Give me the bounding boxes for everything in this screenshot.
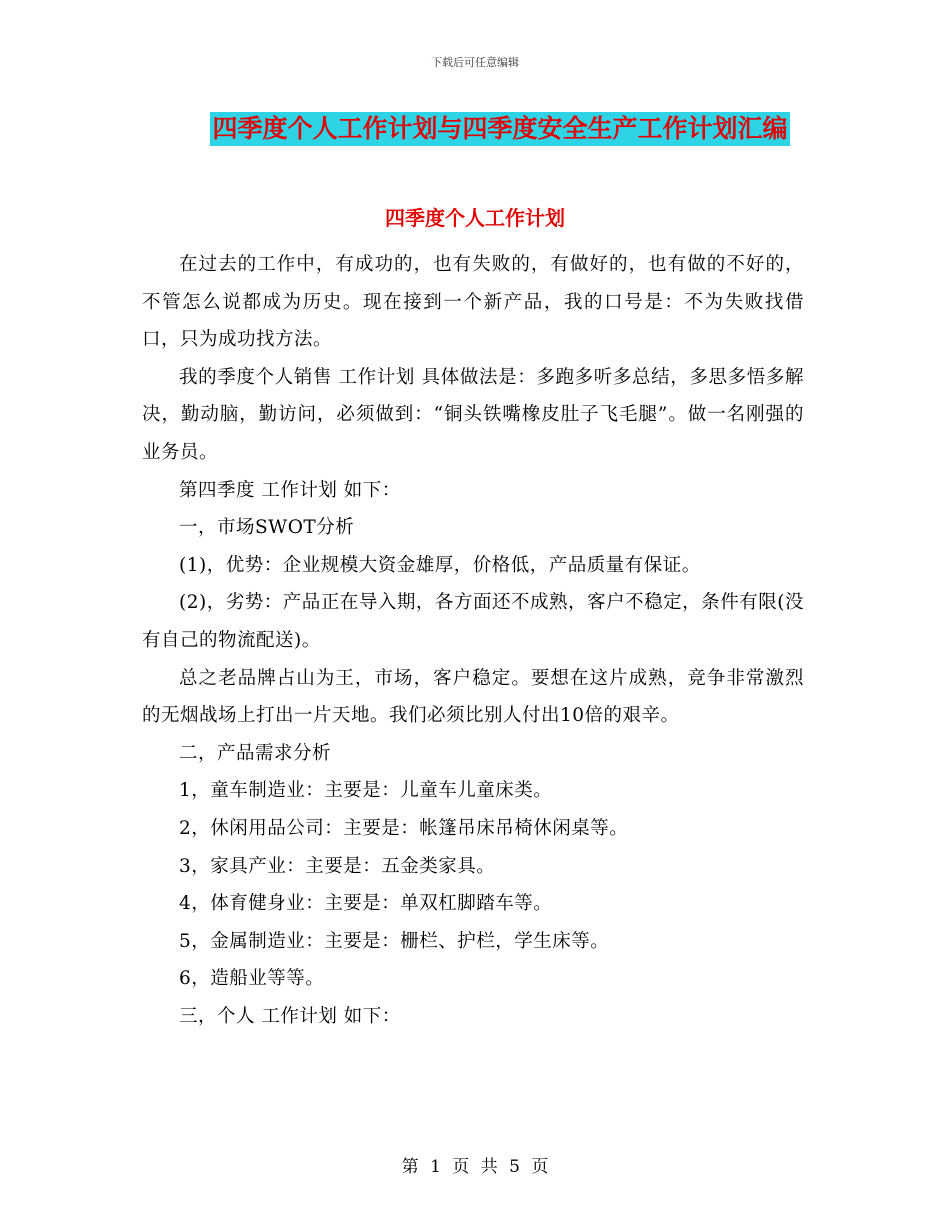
- page-number: 第 1 页 共 5 页: [401, 1157, 549, 1177]
- section-title: 四季度个人工作计划: [385, 206, 565, 230]
- paragraph: 1，童车制造业：主要是：儿童车儿童床类。: [179, 780, 553, 802]
- paragraph: 我的季度个人销售 工作计划 具体做法是：多跑多听多总结，多思多悟多解决，勤动脑，勤访问，必须做到：“铜头铁嘴橡皮肚子飞毛腿”。做一名刚强的业务员。: [142, 366, 804, 463]
- paragraph: 5，金属制造业：主要是：栅栏、护栏，学生床等。: [179, 930, 610, 952]
- paragraph: 总之老品牌占山为王，市场，客户稳定。要想在这片成熟，竞争非常激烈的无烟战场上打出一片天地。我们必须比别人付出10倍的艰辛。: [142, 667, 804, 727]
- paragraph: 3，家具产业：主要是：五金类家具。: [179, 855, 496, 877]
- paragraph: (1)，优势：企业规模大资金雄厚，价格低，产品质量有保证。: [179, 554, 701, 576]
- paragraph: 三，个人 工作计划 如下：: [179, 1005, 401, 1027]
- document-body: [142, 246, 804, 1035]
- paragraph: 一，市场SWOT分析: [179, 517, 355, 539]
- paragraph: 二，产品需求分析: [179, 742, 332, 764]
- paragraph: (2)，劣势：产品正在导入期，各方面还不成熟，客户不稳定，条件有限(没有自己的物流配送)。: [142, 592, 804, 651]
- paragraph: 2，休闲用品公司：主要是：帐篷吊床吊椅休闲桌等。: [179, 817, 629, 839]
- paragraph: 4，体育健身业：主要是：单双杠脚踏车等。: [179, 893, 553, 915]
- document-main-title: 四季度个人工作计划与四季度安全生产工作计划汇编: [210, 112, 789, 146]
- header-note: 下载后可任意编辑: [431, 56, 519, 69]
- paragraph: 在过去的工作中，有成功的，也有失败的，有做好的，也有做的不好的，不管怎么说都成为历史。现在接到一个新产品，我的口号是：不为失败找借口，只为成功找方法。: [142, 254, 804, 351]
- main-title-container: [0, 112, 950, 146]
- paragraph: 6，造船业等等。: [179, 968, 325, 990]
- paragraph: 第四季度 工作计划 如下：: [179, 479, 401, 501]
